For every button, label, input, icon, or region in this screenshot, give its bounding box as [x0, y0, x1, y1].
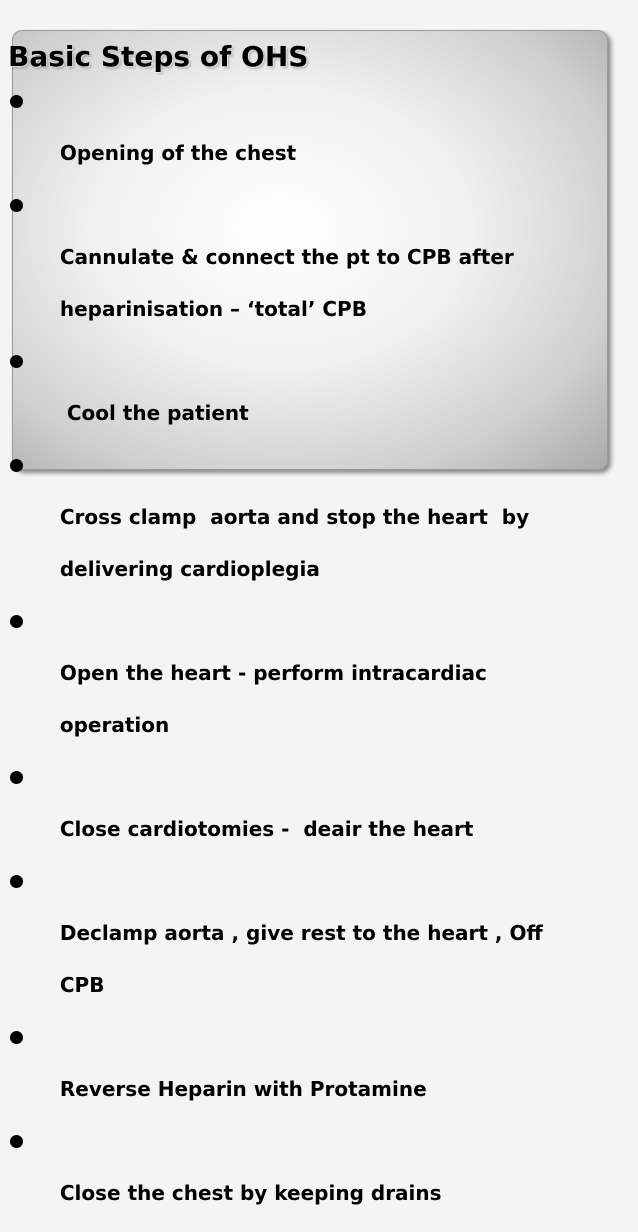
- bullet-text: Reverse Heparin with Protamine: [59, 1077, 427, 1101]
- bullet-text-continuation: heparinisation – ‘total’ CPB: [59, 297, 367, 321]
- bullet-text: Opening of the chest: [59, 141, 297, 165]
- bullet-item-8: [8, 1024, 623, 1128]
- bullet-icon: [10, 199, 23, 212]
- bullet-item-4: [8, 452, 623, 608]
- slide-title: Basic Steps of OHS: [8, 40, 309, 73]
- bullet-item-6: [8, 764, 623, 868]
- bullet-text: Close cardiotomies - deair the heart: [59, 817, 474, 841]
- bullet-icon: [10, 95, 23, 108]
- bullet-text: Cross clamp aorta and stop the heart by: [59, 505, 530, 529]
- bullet-icon: [10, 1135, 23, 1148]
- bullet-item-1: [8, 88, 623, 192]
- bullet-item-5: [8, 608, 623, 764]
- bullet-text-continuation: delivering cardioplegia: [59, 557, 320, 581]
- bullet-text: Close the chest by keeping drains: [59, 1181, 442, 1205]
- bullet-icon: [10, 615, 23, 628]
- bullet-text: Cool the patient: [59, 401, 249, 425]
- bullet-icon: [10, 355, 23, 368]
- bullet-text: Open the heart - perform intracardiac: [59, 661, 487, 685]
- bullet-text-continuation: CPB: [59, 973, 105, 997]
- bullet-item-2: [8, 192, 623, 348]
- bullet-icon: [10, 1031, 23, 1044]
- bullet-item-7: [8, 868, 623, 1024]
- bullet-item-9: [8, 1128, 623, 1232]
- bullet-list: [8, 88, 623, 1232]
- bullet-text: Cannulate & connect the pt to CPB after: [59, 245, 514, 269]
- bullet-icon: [10, 875, 23, 888]
- bullet-icon: [10, 771, 23, 784]
- bullet-text-continuation: operation: [59, 713, 170, 737]
- bullet-item-3: [8, 348, 623, 452]
- bullet-text: Declamp aorta , give rest to the heart , Off: [59, 921, 543, 945]
- bullet-icon: [10, 459, 23, 472]
